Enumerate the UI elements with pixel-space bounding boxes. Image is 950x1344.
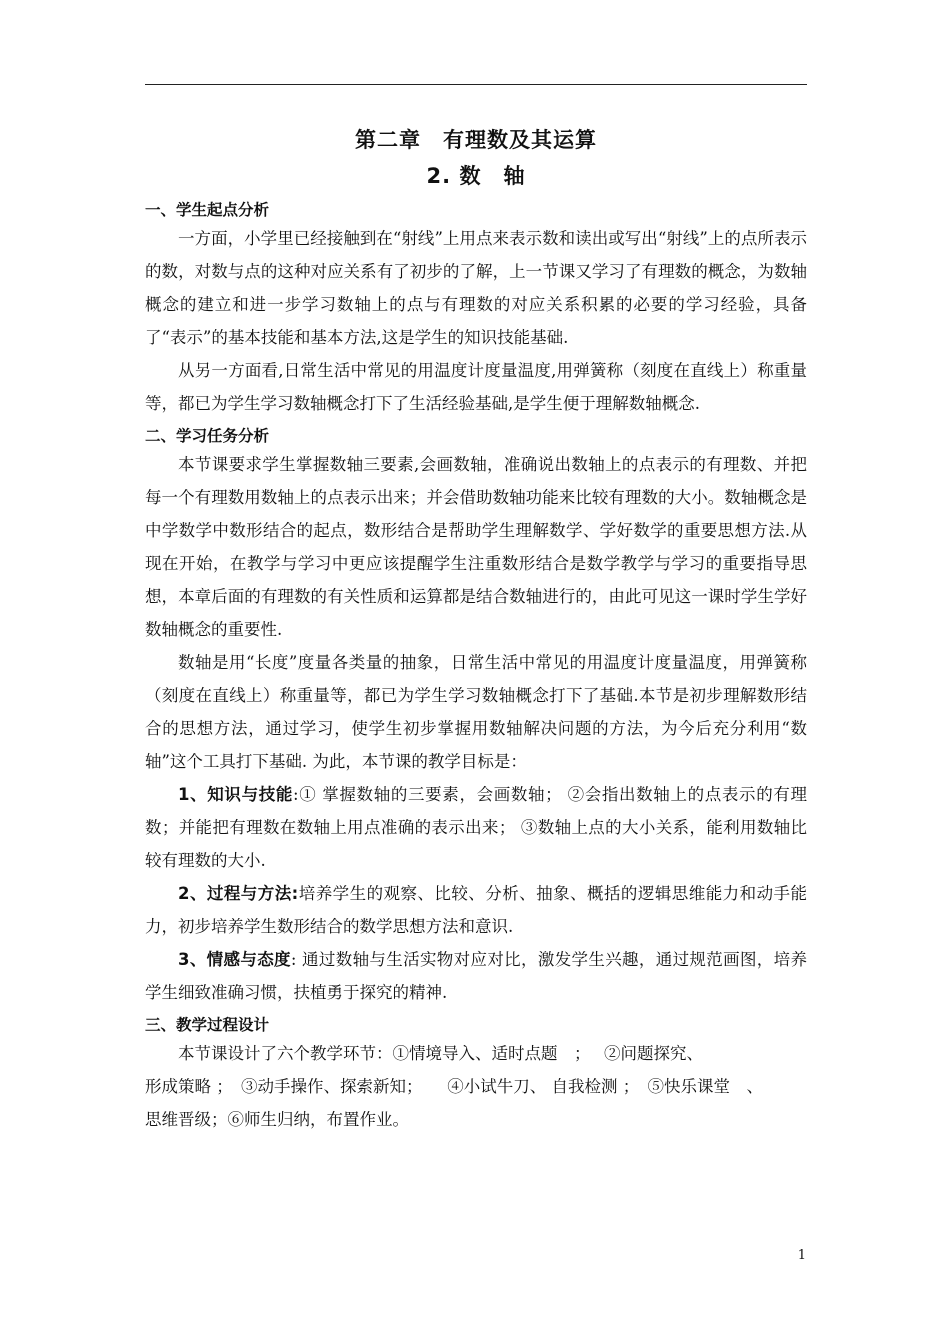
paragraph: 数轴是用“长度”度量各类量的抽象，日常生活中常见的用温度计度量温度，用弹簧称（刻度在直线上）称重量等，都已为学生学习数轴概念打下了基础.本节是初步理解数形结合的思想方法，通过学习，使学生初步掌握用数轴解决问题的方法，为今后充分利用“数轴”这个工具打下基础. 为此，本节课的教学目标是： bbox=[145, 653, 807, 771]
heading-process-design: 三、教学过程设计 bbox=[145, 1016, 270, 1034]
paragraph: 本节课要求学生掌握数轴三要素,会画数轴，准确说出数轴上的点表示的有理数、并把每一个有理数用数轴上的点表示出来；并会借助数轴功能来比较有理数的大小。数轴概念是中学数学中数形结合的起点，数形结合是帮助学生理解数学、学好数学的重要思想方法.从现在开始，在教学与学习中更应该提醒学生注重数形结合是数学教学与学习的重要指导思想，本章后面的有理数的有关性质和运算都是结合数轴进行的，由此可见这一课时学生学好数轴概念的重要性. bbox=[145, 455, 807, 639]
heading-student-analysis: 一、学生起点分析 bbox=[145, 201, 270, 219]
goal-text: 培养学生的观察、比较、分析、抽象、概括的逻辑思维能力和动手能力，初步培养学生数形结合的数学思想方法和意识. bbox=[145, 884, 807, 936]
process-line: 本节课设计了六个教学环节：①情境导入、适时点题 ； ②问题探究、 bbox=[178, 1044, 703, 1063]
section-title: 2. 数 轴 bbox=[426, 164, 526, 188]
heading-task-analysis: 二、学习任务分析 bbox=[145, 427, 270, 445]
goal-label: 2、过程与方法: bbox=[178, 884, 299, 903]
chapter-title: 第二章 有理数及其运算 bbox=[355, 128, 597, 152]
process-line: 形成策略 ； ③动手操作、探索新知； ④小试牛刀、 自我检测 ； ⑤快乐课堂 、 bbox=[145, 1077, 763, 1096]
paragraph: 一方面，小学里已经接触到在“射线”上用点来表示数和读出或写出“射线”上的点所表示的数，对数与点的这种对应关系有了初步的了解，上一节课又学习了有理数的概念，为数轴概念的建立和进一步学习数轴上的点与有理数的对应关系积累的必要的学习经验，具备了“表示”的基本技能和基本方法,这是学生的知识技能基础. bbox=[145, 229, 807, 347]
goal-label: 3、情感与态度 bbox=[178, 950, 291, 969]
paragraph: 从另一方面看,日常生活中常见的用温度计度量温度,用弹簧称（刻度在直线上）称重量等，都已为学生学习数轴概念打下了生活经验基础,是学生便于理解数轴概念. bbox=[145, 361, 807, 413]
page-number: 1 bbox=[797, 1248, 806, 1263]
header-rule bbox=[145, 84, 807, 85]
process-line: 思维晋级；⑥师生归纳，布置作业。 bbox=[145, 1110, 409, 1129]
goal-attitude bbox=[145, 943, 807, 1009]
goal-label: 1、知识与技能 bbox=[178, 785, 294, 804]
goal-process bbox=[145, 877, 807, 943]
goal-knowledge bbox=[145, 778, 807, 877]
document-body bbox=[145, 198, 807, 1136]
goal-text: :① 掌握数轴的三要素，会画数轴； ②会指出数轴上的点表示的有理数；并能把有理数在数轴上用点准确的表示出来； ③数轴上点的大小关系，能利用数轴比较有理数的大小. bbox=[145, 785, 807, 870]
goal-text: : 通过数轴与生活实物对应对比，激发学生兴趣，通过规范画图，培养学生细致准确习惯，扶植勇于探究的精神. bbox=[145, 950, 807, 1002]
